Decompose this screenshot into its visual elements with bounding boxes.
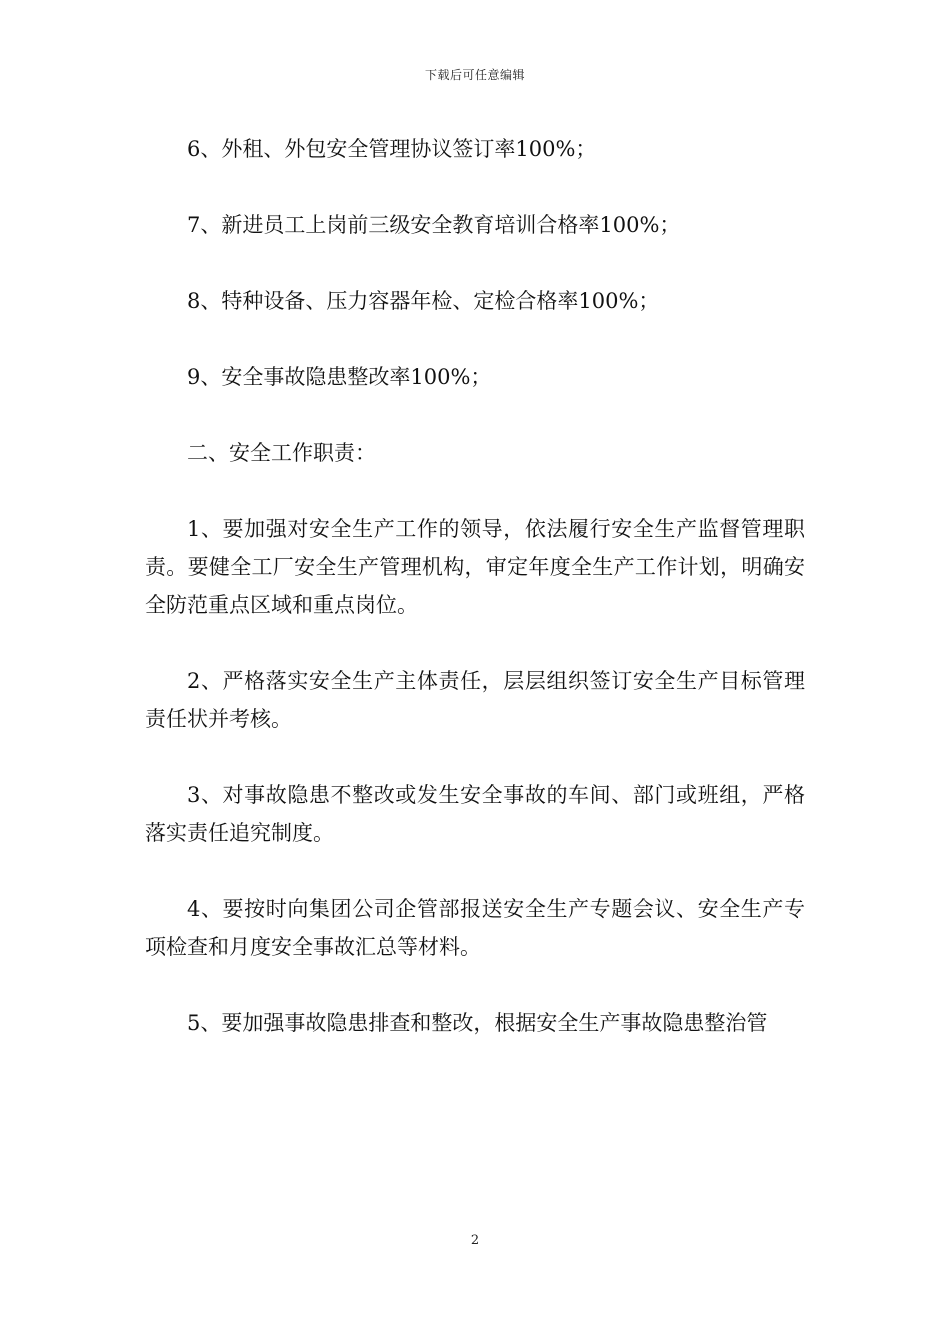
document-body	[145, 130, 805, 1042]
duty-paragraph-5: 5、要加强事故隐患排查和整改，根据安全生产事故隐患整治管	[187, 1011, 768, 1035]
paragraph-item-7: 7、新进员工上岗前三级安全教育培训合格率100%；	[187, 213, 681, 237]
duty-paragraph-3: 3、对事故隐患不整改或发生安全事故的车间、部门或班组，严格落实责任追究制度。	[145, 783, 805, 845]
duty-paragraph-2: 2、严格落实安全生产主体责任，层层组织签订安全生产目标管理责任状并考核。	[145, 669, 805, 731]
page-number: 2	[470, 1233, 480, 1248]
duty-paragraph-4: 4、要按时向集团公司企管部报送安全生产专题会议、安全生产专项检查和月度安全事故汇总等材料。	[145, 897, 805, 959]
paragraph-item-9: 9、安全事故隐患整改率100%；	[187, 365, 492, 389]
duty-paragraph-1: 1、要加强对安全生产工作的领导，依法履行安全生产监督管理职责。要健全工厂安全生产管理机构，审定年度全生产工作计划，明确安全防范重点区域和重点岗位。	[145, 517, 805, 617]
page-header: 下载后可任意编辑	[424, 68, 525, 82]
paragraph-item-8: 8、特种设备、压力容器年检、定检合格率100%；	[187, 289, 660, 313]
section-heading: 二、安全工作职责：	[187, 441, 376, 465]
paragraph-item-6: 6、外租、外包安全管理协议签订率100%；	[187, 137, 597, 161]
